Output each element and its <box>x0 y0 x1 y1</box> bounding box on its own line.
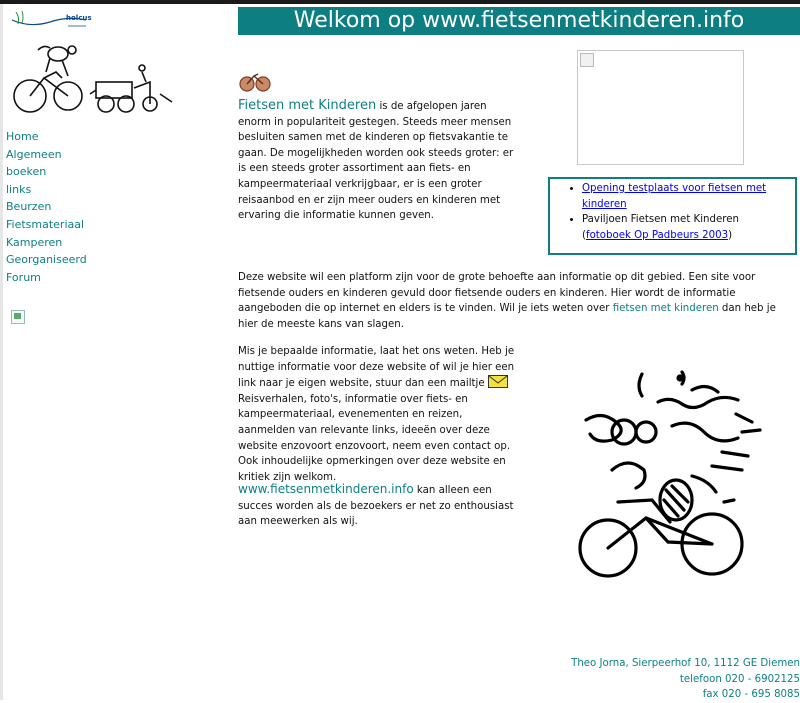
news-item <box>582 212 791 243</box>
cyclist-cartoon <box>572 352 770 590</box>
paren-close: ) <box>728 229 733 241</box>
footer-address: Theo Jorna, Sierpeerhof 10, 1112 GE Diemen <box>571 658 800 669</box>
nav-item-links[interactable]: links <box>6 182 32 196</box>
intro-highlight: Fietsen met Kinderen <box>238 98 377 113</box>
platform-paragraph <box>238 270 798 332</box>
photo-placeholder[interactable] <box>577 50 744 165</box>
browser-top-edge <box>0 0 800 4</box>
paren-open: ( <box>582 229 586 241</box>
logo-text: holcus <box>66 14 92 22</box>
success-text: kan alleen een succes worden als de bezoekers er net zo enthousiast aan meewerken als wij. <box>238 485 514 528</box>
window-left-edge <box>0 4 3 700</box>
nav-item-algemeen[interactable]: Algemeen <box>6 147 62 161</box>
contact-text-end: Reisverhalen, foto's, informatie over fiets- en kampeermateriaal, evenementen en reizen, aanmelden van relevante links, ideeën over deze website enzovoort enzovoort, neem even contact op. Ook inhoudelijke opmerkingen over deze website en kritiek zijn welkom. <box>238 393 511 483</box>
success-paragraph <box>238 482 516 530</box>
nav-item-beurzen[interactable]: Beurzen <box>6 200 52 214</box>
sidebar-nav <box>6 128 87 286</box>
nav-item-boeken[interactable]: boeken <box>6 165 47 179</box>
bikes-icon <box>238 70 272 94</box>
opening-testplaats-link[interactable]: Opening testplaats voor fietsen met kinderen <box>582 183 767 210</box>
site-url-highlight: www.fietsenmetkinderen.info <box>238 482 414 496</box>
fietsen-met-kinderen-highlight: fietsen met kinderen <box>612 303 719 315</box>
page-title: Welkom op www.fietsenmetkinderen.info <box>238 7 800 35</box>
paviljoen-text: Paviljoen Fietsen met Kinderen <box>582 214 739 226</box>
intro-text: is de afgelopen jaren enorm in populariteit gestegen. Steeds meer mensen besluiten samen met de kinderen op fietsvakantie te gaan. De mogelijkheden worden ook steeds groter: er is een steeds groter assortiment aan fiets- en kampeermateriaal verkrijgbaar, er is een groter reisaanbod en er zijn meer ouders en kinderen met ervaring die informatie kunnen geven. <box>238 101 514 222</box>
nav-item-forum[interactable]: Forum <box>6 270 41 284</box>
contact-text: Mis je bepaalde informatie, laat het ons weten. Heb je nuttige informatie voor deze website of wil je hier een link naar je eigen website, stuur dan een mailtje <box>238 346 515 390</box>
platform-text: Deze website wil een platform zijn voor de grote behoefte aan informatie op dit gebied. Een site voor fietsende ouders en kinderen gevuld door fietsende ouders en kinderen. Hier wordt de informatie aangeboden die op internet en elders is te vinden. Wil je iets weten over <box>238 272 756 315</box>
platform-text-end: dan heb je hier de meeste kans van slagen. <box>238 303 776 330</box>
intro-paragraph <box>238 98 516 224</box>
news-item <box>582 181 791 212</box>
footer-fax: fax 020 - 695 8085 <box>702 689 800 701</box>
fotoboek-link[interactable]: fotoboek Op Padbeurs 2003 <box>585 229 729 241</box>
contact-footer <box>560 656 800 703</box>
nav-item-georganiseerd[interactable]: Georganiseerd <box>6 253 87 267</box>
nav-item-kamperen[interactable]: Kamperen <box>6 235 63 249</box>
news-linkbox <box>548 177 797 255</box>
contact-paragraph <box>238 344 516 485</box>
nav-item-fietsmateriaal[interactable]: Fietsmateriaal <box>6 217 85 231</box>
mail-icon[interactable] <box>488 375 508 388</box>
nav-item-home[interactable]: Home <box>6 130 39 143</box>
bike-family-illustration <box>10 42 178 116</box>
broken-image-icon[interactable] <box>11 310 25 324</box>
footer-phone: telefoon 020 - 6902125 <box>679 673 800 685</box>
